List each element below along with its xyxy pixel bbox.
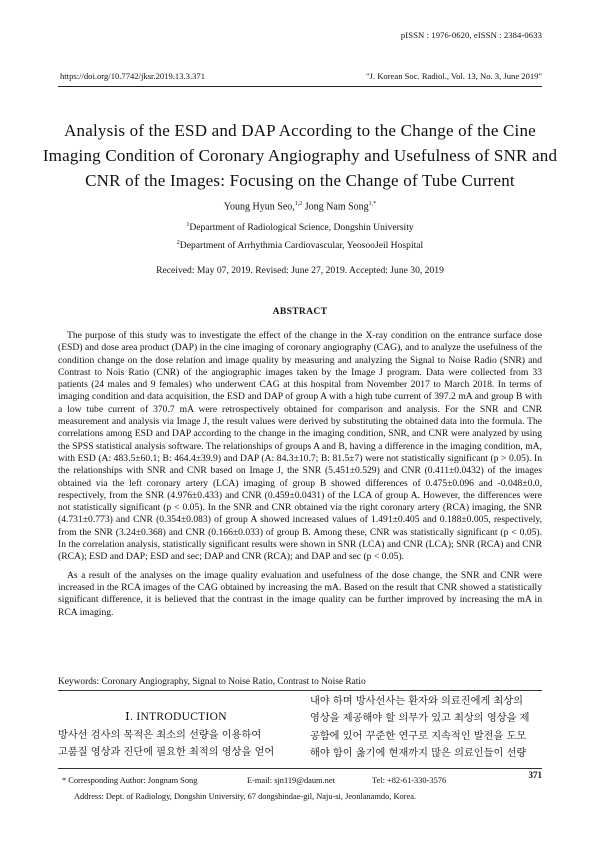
keywords: Keywords: Coronary Angiography, Signal to Noise Ratio, Contrast to Noise Ratio: [58, 677, 366, 687]
affiliation: [0, 240, 600, 251]
affiliation-superscript: 1: [186, 222, 190, 228]
text-line: 고품질 영상과 진단에 필요한 최적의 영상을 얻어: [58, 747, 275, 758]
header-rule: [58, 86, 542, 87]
title-line: Imaging Condition of Coronary Angiography and Usefulness of SNR and: [42, 146, 558, 165]
author-name: Jong Nam Song: [304, 201, 369, 213]
author-phone: Tel: +82-61-330-3576: [372, 776, 447, 785]
abstract-body: [58, 330, 542, 619]
received-dates: Received: May 07, 2019. Revised: June 27, 2019. Accepted: June 30, 2019: [156, 265, 444, 276]
author-superscript: 1,*: [368, 201, 377, 207]
footnote-rule: [58, 768, 542, 769]
abstract-paragraph: The purpose of this study was to investigate the effect of the change in the X-ray condition on the entrance surface dose (ESD) and dose area product (DAP) in the cine imaging of coronary angiography (CAG), and to analyze the usefulness of the condition change on the dose relation and image quality by measuring and analyzing the Signal to Noise Radio (SNR) and Contrast to Nois Ratio (CNR) of the angiographic images taken by the Image J program. Data were collected from 33 patients (24 males and 9 females) who underwent CAG at this hospital from November 2017 to March 2018. In terms of imaging condition and data acquisition, the ESD and DAP of group A with a high tube current of 397.2 mA and group B with a low tube current of 370.7 mA were retrospectively obtained for comparison and analysis. For the SNR and CNR measurement and analysis via Image J, the result values were derived by substituting the obtained data into the formula. The correlations among ESD and DAP according to the change in the imaging condition, SNR, and CNR were analyzed by using the SPSS statistical analysis software. The relationships of groups A and B, having a difference in the imaging condition, mA, with ESD (A: 483.5±60.1; B: 464.4±39.9) and DAP (A: 84.3±10.7; B: 81.5±7) were not statistically significant (p > 0.05). In the relationships with SNR and CNR based on Image J, the SNR (5.451±0.529) and CNR (0.411±0.0432) of the images obtained via the left coronary artery (LCA) imaging of group B showed differences of 0.475±0.096 and -0.048±0.0, respectively, from the SNR (4.976±0.433) and CNR (0.459±0.0431) of the LCA of group A. However, the differences were not statistically significant (p < 0.05). In the SNR and CNR obtained via the right coronary artery (RCA) imaging, the SNR (4.731±0.773) and CNR (0.354±0.083) of group A showed increased values of 1.491±0.405 and 0.188±0.005, respectively, from the SNR (3.24±0.368) and CNR (0.166±0.033) of group B. Among these, CNR was statistically significant (p < 0.05). In the correlation analysis, statistically significant results were shown in SNR (LCA) and CNR (LCA); SNR (RCA) and CNR (RCA); ESD and DAP; ESD and sec; DAP and CNR (RCA); and DAP and sec (p < 0.05).: [58, 330, 542, 563]
text-line: 해야 함이 옳기에 현재까지 많은 의료인들이 선량: [310, 747, 527, 759]
author-email[interactable]: E-mail: sjn119@daum.net: [247, 776, 335, 785]
text-line: 내야 하며 방사선사는 환자와 의료진에게 최상의: [310, 696, 524, 707]
author-address: Address: Dept. of Radiology, Dongshin University, 67 dongshindae-gil, Naju-si, Jeonlanamdo, Korea.: [74, 792, 416, 801]
title-line: Analysis of the ESD and DAP According to the Change of the Cine: [64, 121, 536, 140]
corresponding-author: * Corresponding Author: Jongnam Song: [62, 776, 198, 785]
paper-title: [40, 118, 560, 193]
text-line: 공함에 있어 꾸준한 연구로 지속적인 발전을 도모: [310, 730, 527, 742]
text-line: 방사선 검사의 목적은 최소의 선량을 이용하여: [58, 730, 262, 741]
affiliation-superscript: 2: [176, 240, 180, 246]
abstract-paragraph: As a result of the analyses on the image quality evaluation and usefulness of the dose change, the SNR and CNR were increased in the RCA images of the CAG obtained by increasing the mA. Based on the result that CNR showed a statistically significant difference, it is believed that the contrast in the image quality can be further improved by increasing the mA in RCA imaging.: [58, 569, 542, 618]
author-name: Young Hyun Seo,: [223, 201, 295, 213]
issn-line: pISSN : 1976-0620, eISSN : 2384-0633: [400, 30, 542, 40]
page-number: 371: [528, 770, 542, 780]
authors: [0, 201, 600, 212]
affiliation: [0, 222, 600, 233]
affiliation-text: Department of Arrhythmia Cardiovascular, YeosooJeil Hospital: [179, 240, 424, 252]
doi-link[interactable]: https://doi.org/10.7742/jksr.2019.13.3.371: [60, 71, 205, 81]
affiliation-text: Department of Radiological Science, Dongshin University: [189, 222, 414, 234]
journal-reference: "J. Korean Soc. Radiol., Vol. 13, No. 3, June 2019": [366, 71, 542, 81]
left-column-text: [58, 727, 298, 761]
title-line: CNR of the Images: Focusing on the Change of Tube Current: [85, 171, 515, 190]
abstract-heading: ABSTRACT: [272, 306, 328, 317]
author-superscript: 1,2: [294, 201, 303, 207]
right-column-text: [310, 693, 546, 762]
section-heading-introduction: Ⅰ. INTRODUCTION: [125, 711, 227, 723]
keywords-rule: [58, 690, 542, 691]
text-line: 영상을 제공해야 할 의무가 있고 최상의 영상을 제: [310, 713, 530, 725]
